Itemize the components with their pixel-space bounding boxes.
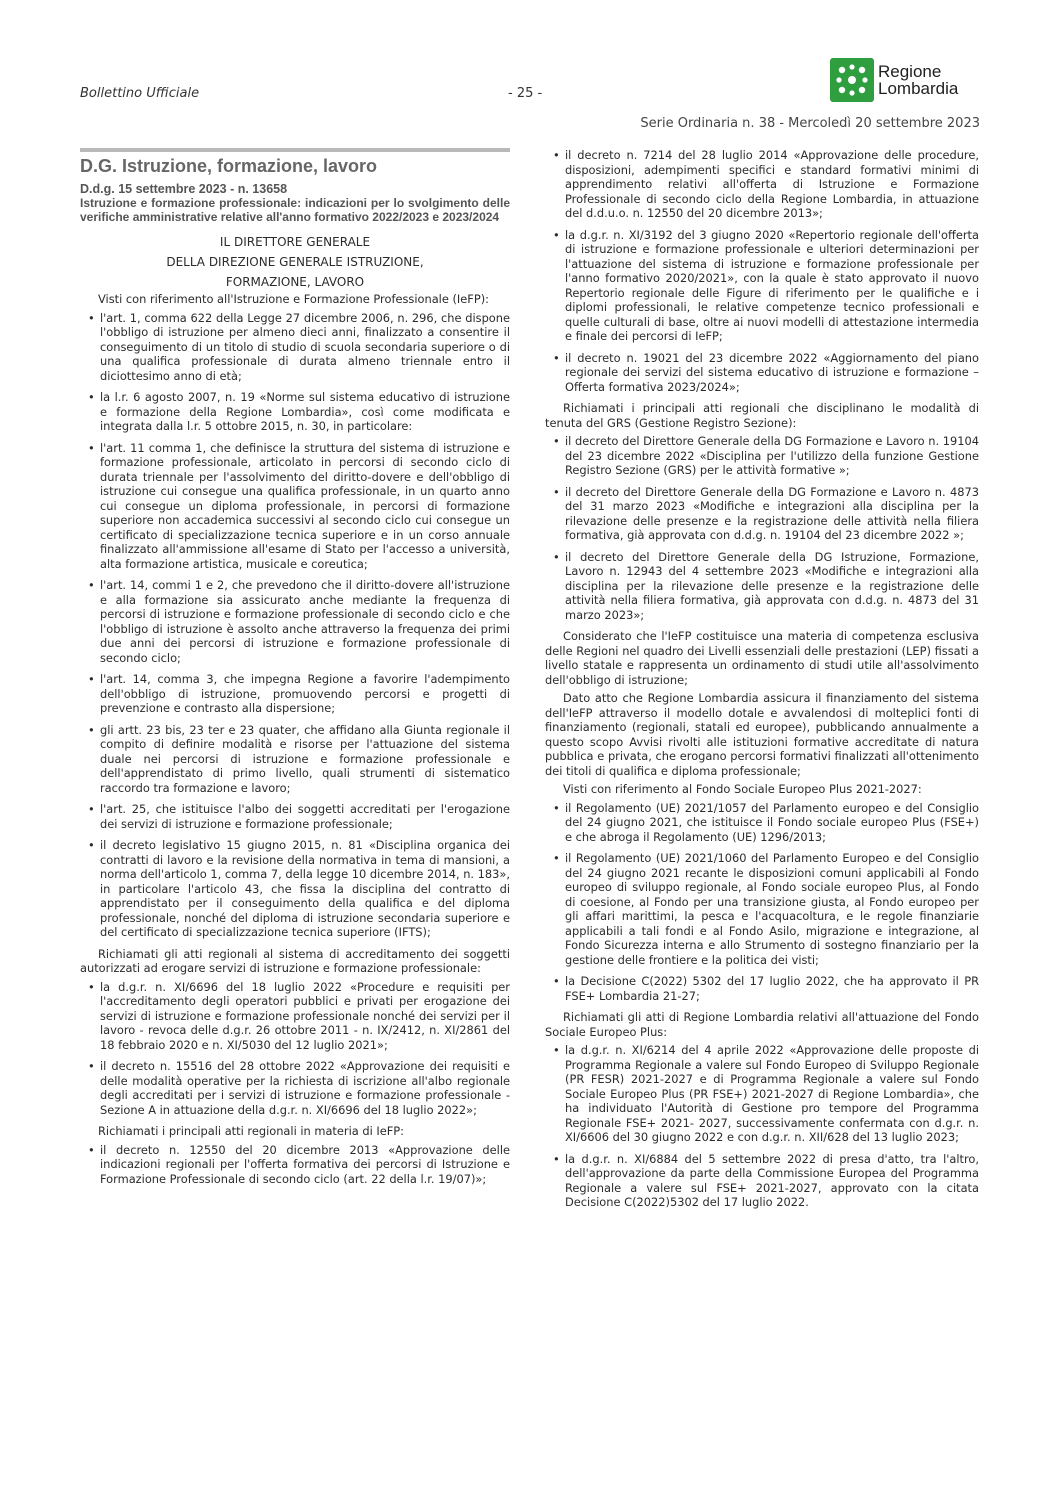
bullet-list — [80, 311, 510, 940]
director-line-1: IL DIRETTORE GENERALE — [219, 235, 371, 249]
left-column — [80, 146, 510, 1193]
paragraph: Richiamati i principali atti regionali che disciplinano le modalità di tenuta del GRS (Gestione Registro Sezione): — [545, 401, 979, 430]
paragraph: Richiamati i principali atti regionali in materia di IeFP: — [98, 1124, 405, 1138]
paragraph: Dato atto che Regione Lombardia assicura il finanziamento del sistema dell'IeFP attraverso il modello dotale e avvalendosi di molteplici fonti di finanziamento (regionali, statali ed europee), pubblicando annualmente a questo scopo Avvisi rivolti alle istituzioni formative accreditate di natura pubblica e privata, che erogano percorsi formativi finalizzati all'ottenimento dei titoli di qualifica e diploma professionale; — [545, 691, 979, 778]
section-title: D.G. Istruzione, formazione, lavoro — [80, 156, 378, 176]
paragraph: Richiamati gli atti di Regione Lombardia relativi all'attuazione del Fondo Sociale Europeo Plus: — [545, 1010, 979, 1039]
page-number: - 25 - — [508, 86, 543, 101]
list-item: • il decreto del Direttore Generale della DG Istruzione, Formazione, Lavoro n. 12943 del 4 settembre 2023 «Modifiche e integrazioni alla disciplina per la rilevazione delle presenze e la registrazione delle attività nella filiera formativa, già approvata con d.d.g. n. 4873 del 31 marzo 2023»; — [545, 550, 979, 623]
list-item: • l'art. 14, commi 1 e 2, che prevedono che il diritto-dovere all'istruzione e alla formazione sia assicurato anche mediante la frequenza di percorsi di istruzione e formazione professionale di secondo ciclo e che l'obbligo di istruzione è assolto anche attraverso la frequenza dei primi due anni dei percorsi di istruzione e formazione professionale di secondo ciclo; — [80, 578, 510, 665]
bullet-list — [545, 148, 979, 394]
paragraph: Richiamati gli atti regionali al sistema di accreditamento dei soggetti autorizzati ad erogare servizi di istruzione e formazione professionale: — [80, 946, 510, 975]
list-item: • la l.r. 6 agosto 2007, n. 19 «Norme sul sistema educativo di istruzione e formazione della Regione Lombardia», così come modificata e integrata dalla l.r. 5 ottobre 2015, n. 30, in particolare: — [80, 390, 510, 434]
list-item: • il decreto n. 19021 del 23 dicembre 2022 «Aggiornamento del piano regionale dei servizi del sistema educativo di istruzione e formazione – Offerta formativa 2023/2024»; — [545, 351, 979, 395]
director-line-3: FORMAZIONE, LAVORO — [225, 275, 365, 289]
list-item: • il Regolamento (UE) 2021/1057 del Parlamento europeo e del Consiglio del 24 giugno 2021, che istituisce il Fondo sociale europeo Plus (FSE+) e che abroga il Regolamento (UE) 1296/2013; — [545, 801, 979, 845]
list-item: • il decreto n. 12550 del 20 dicembre 2013 «Approvazione delle indicazioni regionali per l'offerta formativa dei percorsi di Istruzione e Formazione Professionale di secondo ciclo (art. 22 della l.r. 19/07)»; — [80, 1143, 510, 1187]
series-date: Serie Ordinaria n. 38 - Mercoledì 20 settembre 2023 — [640, 116, 980, 131]
bullet-list — [80, 980, 510, 1118]
bullet-list — [545, 434, 979, 622]
decree-number: D.d.g. 15 settembre 2023 - n. 13658 — [80, 182, 288, 196]
decree-title: Istruzione e formazione professionale: indicazioni per lo svolgimento delle verifiche amministrative relative all'anno formativo 2022/2023 e 2023/2024 — [80, 196, 510, 224]
rosa-camuna-icon — [830, 58, 874, 102]
right-column — [545, 148, 979, 1217]
paragraph: Visti con riferimento al Fondo Sociale Europeo Plus 2021-2027: — [563, 782, 922, 796]
list-item: • l'art. 14, comma 3, che impegna Regione a favorire l'adempimento dell'obbligo di istruzione, promuovendo percorsi e progetti di prevenzione e contrasto alla dispersione; — [80, 672, 510, 716]
bullet-list — [80, 1143, 510, 1187]
list-item: • il Regolamento (UE) 2021/1060 del Parlamento Europeo e del Consiglio del 24 giugno 2021 recante le disposizioni comuni applicabili al Fondo europeo di sviluppo regionale, al Fondo sociale europeo Plus, al Fondo di coesione, al Fondo per una transizione giusta, al Fondo europeo per gli affari marittimi, la pesca e l'acquacoltura, e le regole finanziarie applicabili a tali fondi e al Fondo Asilo, migrazione e integrazione, al Fondo Sicurezza interna e allo Strumento di sostegno finanziario per la gestione delle frontiere e la politica dei visti; — [545, 851, 979, 967]
logo-line-1: Regione — [878, 62, 942, 81]
list-item: • il decreto n. 15516 del 28 ottobre 2022 «Approvazione dei requisiti e delle modalità operative per la richiesta di iscrizione all'albo regionale degli accreditati per i servizi di istruzione e formazione professionale - Sezione A in attuazione della d.g.r. n. XI/6696 del 18 luglio 2022»; — [80, 1059, 510, 1117]
bulletin-name: Bollettino Ufficiale — [80, 86, 200, 101]
list-item: • la d.g.r. n. XI/6214 del 4 aprile 2022 «Approvazione delle proposte di Programma Regionale a valere sul Fondo Europeo di Sviluppo Regionale (PR FESR) 2021-2027 e di Programma Regionale a valere sul Fondo Sociale Europeo Plus (PR FSE+) 2021-2027 di Regione Lombardia», che ha individuato l'Autorità di Gestione pro tempore del Programma Regionale FSE+ 2021- 2027, successivamente confermata con d.g.r. n. XI/6606 del 30 giugno 2022 e con d.g.r. n. XII/628 del 13 luglio 2023; — [545, 1043, 979, 1145]
list-item: • l'art. 11 comma 1, che definisce la struttura del sistema di istruzione e formazione professionale, articolato in percorsi di secondo ciclo di durata triennale per l'assolvimento del diritto-dovere e dell'obbligo di istruzione cui consegue una qualifica professionale, in un quarto anno cui consegue un diploma professionale, in percorsi di formazione superiore non accademica successivi al secondo ciclo cui consegue un certificato di specializzazione tecnica superiore e in un corso annuale finalizzato all'ammissione all'esame di Stato per l'accesso a università, alta formazione artistica, musicale e coreutica; — [80, 441, 510, 572]
director-line-2: DELLA DIREZIONE GENERALE ISTRUZIONE, — [166, 255, 424, 269]
logo-line-2: Lombardia — [878, 79, 959, 98]
list-item: • la d.g.r. n. XI/6696 del 18 luglio 2022 «Procedure e requisiti per l'accreditamento degli operatori pubblici e privati per erogazione dei servizi di istruzione e formazione professionale nonché dei servizi per il lavoro - revoca delle d.g.r. 26 ottobre 2011 - n. IX/2412, n. XI/2861 del 18 febbraio 2020 e n. XI/5030 del 12 luglio 2021»; — [80, 980, 510, 1053]
regione-lombardia-logo — [830, 58, 958, 102]
list-item: • la d.g.r. n. XI/3192 del 3 giugno 2020 «Repertorio regionale dell'offerta di istruzione e formazione professionale e ulteriori determinazioni per l'attuazione del sistema di istruzione e formazione professionale per l'anno formativo 2020/2021», con la quale è stato approvato il nuovo Repertorio regionale delle Figure di riferimento per le qualifiche e i diplomi professionali, le relative competenze tecnico professionali e quelle culturali di base, oltre ai nuovi modelli di attestazione intermedia e finale dei percorsi di IeFP; — [545, 228, 979, 344]
section-divider — [80, 148, 510, 152]
list-item: • gli artt. 23 bis, 23 ter e 23 quater, che affidano alla Giunta regionale il compito di definire modalità e risorse per l'attuazione del sistema duale nei percorsi di istruzione e formazione professionale e dell'apprendistato di primo livello, quali strumenti di sistematico raccordo tra formazione e lavoro; — [80, 723, 510, 796]
bullet-list — [545, 801, 979, 1004]
list-item: • l'art. 25, che istituisce l'albo dei soggetti accreditati per l'erogazione dei servizi di istruzione e formazione professionale; — [80, 802, 510, 831]
list-item: • il decreto legislativo 15 giugno 2015, n. 81 «Disciplina organica dei contratti di lavoro e la revisione della normativa in tema di mansioni, a norma dell'articolo 1, comma 7, della legge 10 dicembre 2014, n. 183», in particolare l'articolo 43, che fissa la disciplina del contratto di apprendistato per il conseguimento della qualifica e del diploma professionale, nonché del diploma di istruzione secondaria superiore e del certificato di specializzazione tecnica superiore (IFTS); — [80, 838, 510, 940]
list-item: • il decreto del Direttore Generale della DG Formazione e Lavoro n. 4873 del 31 marzo 2023 «Modifiche e integrazioni alla disciplina per la rilevazione delle presenze e la registrazione delle attività nella filiera formativa, già approvata con d.d.g. n. 19104 del 23 dicembre 2022 »; — [545, 485, 979, 543]
list-item: • il decreto del Direttore Generale della DG Formazione e Lavoro n. 19104 del 23 dicembre 2022 «Disciplina per l'utilizzo della funzione Gestione Registro Sezione (GRS) per le attività formative »; — [545, 434, 979, 478]
list-item: • il decreto n. 7214 del 28 luglio 2014 «Approvazione delle procedure, disposizioni, adempimenti specifici e standard formativi minimi di apprendimento relativi all'offerta di Istruzione e Formazione Professionale di secondo ciclo della Regione Lombardia, in attuazione del d.d.u.o. n. 12550 del 20 dicembre 2013»; — [545, 148, 979, 221]
paragraph: Visti con riferimento all'Istruzione e Formazione Professionale (IeFP): — [98, 292, 489, 306]
paragraph: Considerato che l'IeFP costituisce una materia di competenza esclusiva delle Regioni nel quadro dei Livelli essenziali delle prestazioni (LEP) fissati a livello statale e rappresenta un ordinamento di studi utile all'assolvimento dell'obbligo di istruzione; — [545, 629, 979, 687]
bullet-list — [545, 1043, 979, 1210]
list-item: • la d.g.r. n. XI/6884 del 5 settembre 2022 di presa d'atto, tra l'altro, dell'approvazione da parte della Commissione Europea del Programma Regionale a valere sul FSE+ 2021-2027, approvato con la citata Decisione C(2022)5302 del 17 luglio 2022. — [545, 1152, 979, 1210]
list-item: • la Decisione C(2022) 5302 del 17 luglio 2022, che ha approvato il PR FSE+ Lombardia 21-27; — [545, 974, 979, 1003]
list-item: • l'art. 1, comma 622 della Legge 27 dicembre 2006, n. 296, che dispone l'obbligo di istruzione per almeno dieci anni, finalizzato a consentire il conseguimento di un titolo di studio di scuola secondaria superiore o di una qualifica professionale di durata almeno triennale entro il diciottesimo anno di età; — [80, 311, 510, 384]
